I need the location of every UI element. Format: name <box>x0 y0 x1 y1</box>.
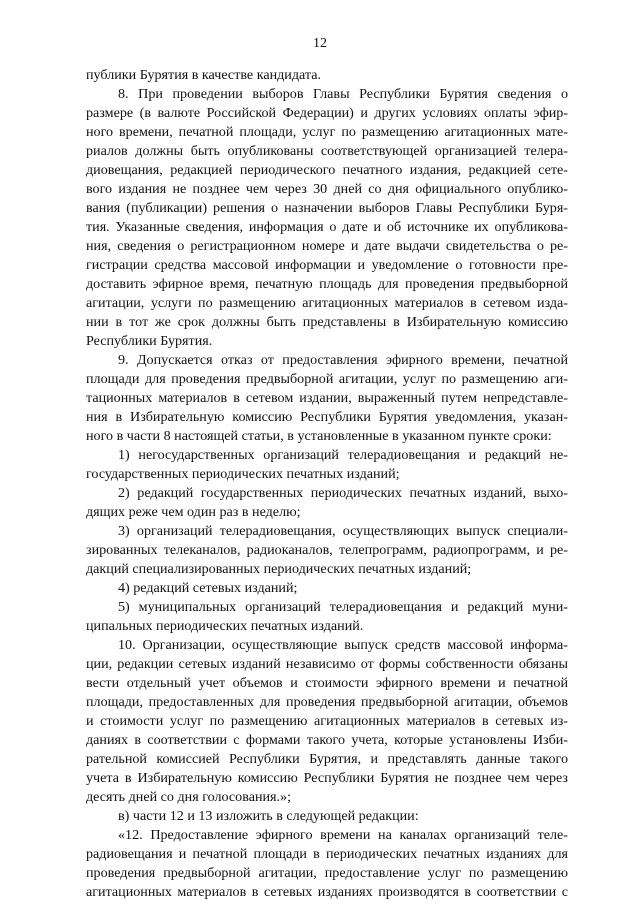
text-line: учета в Избирательную комиссию Республики Бурятия не позднее чем через <box>86 770 568 786</box>
text-line: диовещания, редакцией периодического печатного издания, редакцией сете- <box>86 162 568 178</box>
text-line: в) части 12 и 13 изложить в следующей редакции: <box>118 808 419 824</box>
text-line: радиовещания и печатной площади в периодических печатных изданиях для <box>86 846 568 862</box>
text-line: «12. Предоставление эфирного времени на каналах организаций теле- <box>118 827 568 843</box>
text-line: доставить эфирное время, печатную площадь для проведения предвыборной <box>86 276 568 292</box>
text-line: ния в Избирательную комиссию Республики Бурятия уведомления, указан- <box>86 409 568 425</box>
text-line: зированных телеканалов, радиоканалов, телепрограмм, радиопрограмм, и ре- <box>86 542 568 558</box>
text-line: дящих реже чем один раз в неделю; <box>86 504 301 520</box>
text-line: даниях в соответствии с формами такого учета, которые установлены Изби- <box>86 732 568 748</box>
text-line: ного времени, печатной площади, услуг по размещению агитационных мате- <box>86 124 568 140</box>
text-line: агитации, услуги по размещению агитационных материалов в сетевом изда- <box>86 295 568 311</box>
text-line: ципальных периодических печатных изданий. <box>86 618 364 634</box>
text-line: нии в тот же срок должны быть представлены в Избирательную комиссию <box>86 314 568 330</box>
text-line: агитационных материалов в сетевых изданиях производятся в соответствии с <box>86 884 568 900</box>
text-line: публики Бурятия в качестве кандидата. <box>86 67 322 83</box>
text-line: вания (публикации) решения о назначении выборов Главы Республики Буря- <box>86 200 568 216</box>
text-line: площади для проведения предвыборной агитации, услуг по размещению аги- <box>86 371 568 387</box>
text-line: тия. Указанные сведения, информация о дате и об источнике их опубликова- <box>86 219 568 235</box>
text-line: гистрации средства массовой информации и уведомление о готовности пре- <box>86 257 568 273</box>
text-line: дакций специализированных периодических печатных изданий; <box>86 561 472 577</box>
text-line: риалов должны быть опубликованы соответствующей организацией телера- <box>86 143 568 159</box>
text-line: 8. При проведении выборов Главы Республики Бурятия сведения о <box>118 86 568 102</box>
document-body <box>86 66 568 902</box>
text-line: вого издания не позднее чем через 30 дней со дня официального опублико- <box>86 181 568 197</box>
text-line: ного в части 8 настоящей статьи, в установленные в указанном пункте сроки: <box>86 428 552 444</box>
text-line: 9. Допускается отказ от предоставления эфирного времени, печатной <box>118 352 568 368</box>
text-line: размере (в валюте Российской Федерации) и других условиях оплаты эфир- <box>86 105 568 121</box>
page-number: 12 <box>313 36 327 51</box>
text-line: рательной комиссией Республики Бурятия, и представлять данные такого <box>86 751 568 767</box>
text-line: 10. Организации, осуществляющие выпуск средств массовой информа- <box>118 637 568 653</box>
text-line: вести отдельный учет объемов и стоимости эфирного времени и печатной <box>86 675 568 691</box>
text-line: 4) редакций сетевых изданий; <box>118 580 298 596</box>
text-line: Республики Бурятия. <box>86 333 213 349</box>
text-line: ния, сведения о регистрационном номере и дате выдачи свидетельства о ре- <box>86 238 568 254</box>
text-line: 5) муниципальных организаций телерадиовещания и редакций муни- <box>118 599 568 615</box>
text-line: площади, предоставленных для проведения предвыборной агитации, объемов <box>86 694 568 710</box>
text-line: десять дней со дня голосования.»; <box>86 789 292 805</box>
text-line: проведения предвыборной агитации, предоставление услуг по размещению <box>86 865 568 881</box>
text-line: ции, редакции сетевых изданий независимо от формы собственности обязаны <box>86 656 568 672</box>
text-line: тационных материалов в сетевом издании, выраженный путем непредставле- <box>86 390 568 406</box>
text-line: и стоимости услуг по размещению агитационных материалов в сетевых из- <box>86 713 568 729</box>
text-line: 3) организаций телерадиовещания, осуществляющих выпуск специали- <box>118 523 568 539</box>
text-line: государственных периодических печатных изданий; <box>86 466 400 482</box>
text-line: 1) негосударственных организаций телерадиовещания и редакций не- <box>118 447 568 463</box>
text-line: 2) редакций государственных периодических печатных изданий, выхо- <box>118 485 568 501</box>
